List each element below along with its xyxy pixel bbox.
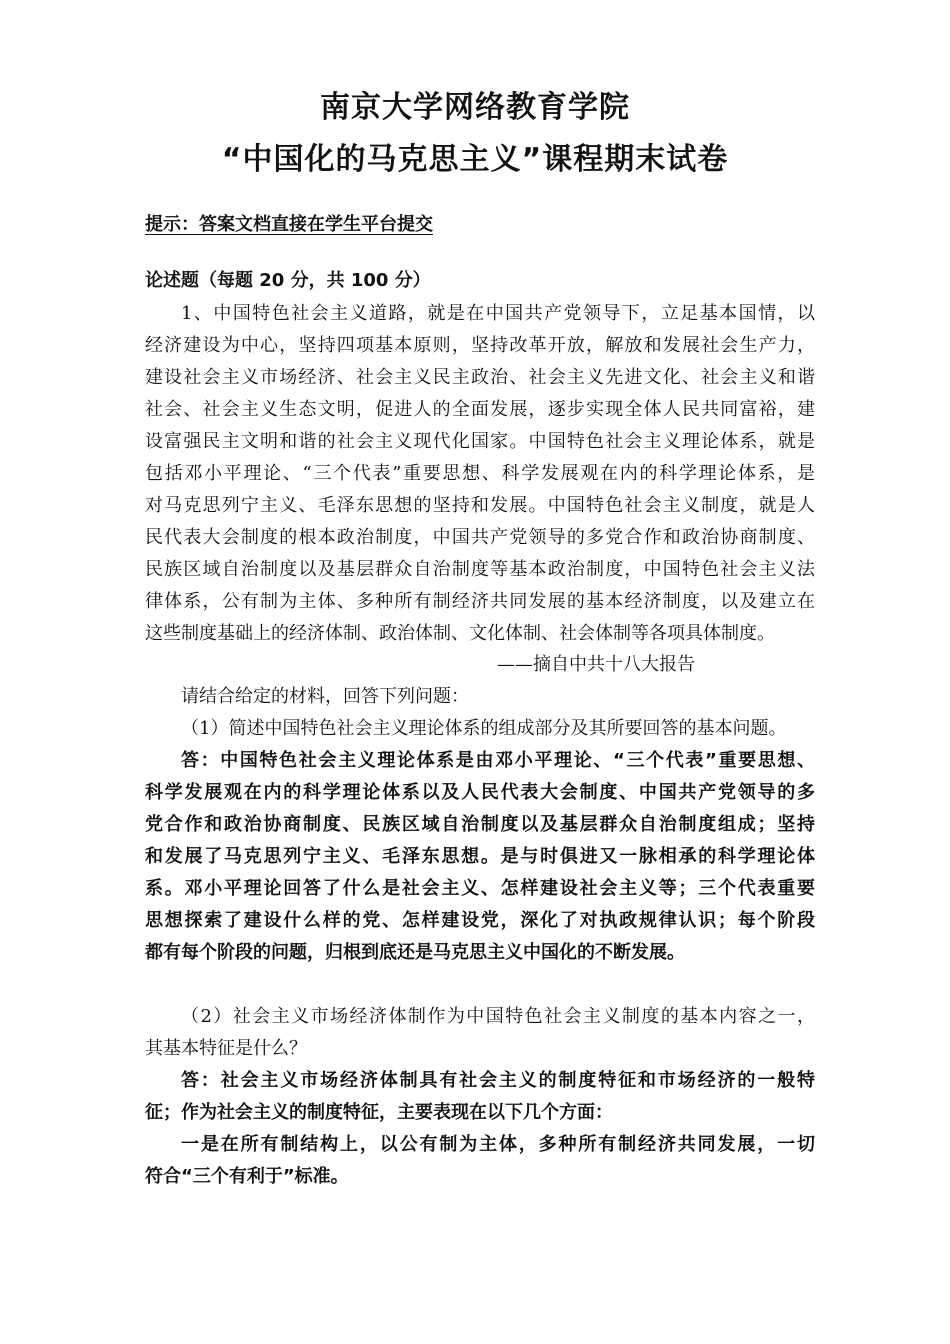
page-title: 南京大学网络教育学院	[320, 90, 630, 125]
material-line: 律体系，公有制为主体、多种所有制经济共同发展的基本经济制度，以及建立在	[145, 591, 815, 612]
material-source: ——摘自中共十八大报告	[497, 654, 695, 675]
material-line: 对马克思列宁主义、毛泽东思想的坚持和发展。中国特色社会主义制度，就是人	[145, 495, 815, 516]
answer-2-line: 答：社会主义市场经济体制具有社会主义的制度特征和市场经济的一般特	[181, 1070, 815, 1091]
material-line: 社会、社会主义生态文明，促进人的全面发展，逐步实现全体人民共同富裕，建	[145, 399, 815, 420]
answer-2-line: 征；作为社会主义的制度特征，主要表现在以下几个方面：	[145, 1102, 613, 1123]
answer-1-line: 都有每个阶段的问题，归根到底还是马克思主义中国化的不断发展。	[145, 942, 685, 963]
question-2: （2）社会主义市场经济体制作为中国特色社会主义制度的基本内容之一，	[181, 1006, 815, 1027]
material-line: 建设社会主义市场经济、社会主义民主政治、社会主义先进文化、社会主义和谐	[145, 367, 815, 388]
answer-1-line: 答：中国特色社会主义理论体系是由邓小平理论、“三个代表”重要思想、	[181, 750, 815, 771]
submission-hint: 提示：答案文档直接在学生平台提交	[145, 214, 433, 235]
material-line: 设富强民主文明和谐的社会主义现代化国家。中国特色社会主义理论体系，就是	[145, 431, 815, 452]
answer-1-line: 党合作和政治协商制度、民族区域自治制度以及基层群众自治制度组成；坚持	[145, 814, 815, 835]
answer-1-line: 思想探索了建设什么样的党、怎样建设党，深化了对执政规律认识；每个阶段	[145, 910, 815, 931]
material-line: 经济建设为中心，坚持四项基本原则，坚持改革开放，解放和发展社会生产力，	[145, 335, 815, 356]
material-line: 1、中国特色社会主义道路，就是在中国共产党领导下，立足基本国情，以	[181, 303, 815, 324]
answer-2-line: 符合“三个有利于”标准。	[145, 1166, 349, 1187]
material-line: 这些制度基础上的经济体制、政治体制、文化体制、社会体制等各项具体制度。	[145, 623, 775, 644]
question-1: （1）简述中国特色社会主义理论体系的组成部分及其所要回答的基本问题。	[181, 718, 787, 739]
question-2: 其基本特征是什么？	[145, 1038, 307, 1059]
answer-1-line: 科学发展观在内的科学理论体系以及人民代表大会制度、中国共产党领导的多	[145, 782, 815, 803]
material-line: 民族区域自治制度以及基层群众自治制度等基本政治制度，中国特色社会主义法	[145, 559, 815, 580]
course-title: “中国化的马克思主义”课程期末试卷	[221, 142, 729, 177]
material-line: 包括邓小平理论、“三个代表”重要思想、科学发展观在内的科学理论体系，是	[145, 463, 815, 484]
section-heading: 论述题（每题 20 分，共 100 分）	[145, 270, 431, 291]
material-line: 民代表大会制度的根本政治制度，中国共产党领导的多党合作和政治协商制度、	[145, 527, 815, 548]
answer-1-line: 和发展了马克思列宁主义、毛泽东思想。是与时俱进又一脉相承的科学理论体	[145, 846, 815, 867]
answer-2-line: 一是在所有制结构上，以公有制为主体，多种所有制经济共同发展，一切	[181, 1134, 815, 1155]
answer-1-line: 系。邓小平理论回答了什么是社会主义、怎样建设社会主义等；三个代表重要	[145, 878, 815, 899]
instruction-text: 请结合给定的材料，回答下列问题：	[181, 686, 469, 707]
